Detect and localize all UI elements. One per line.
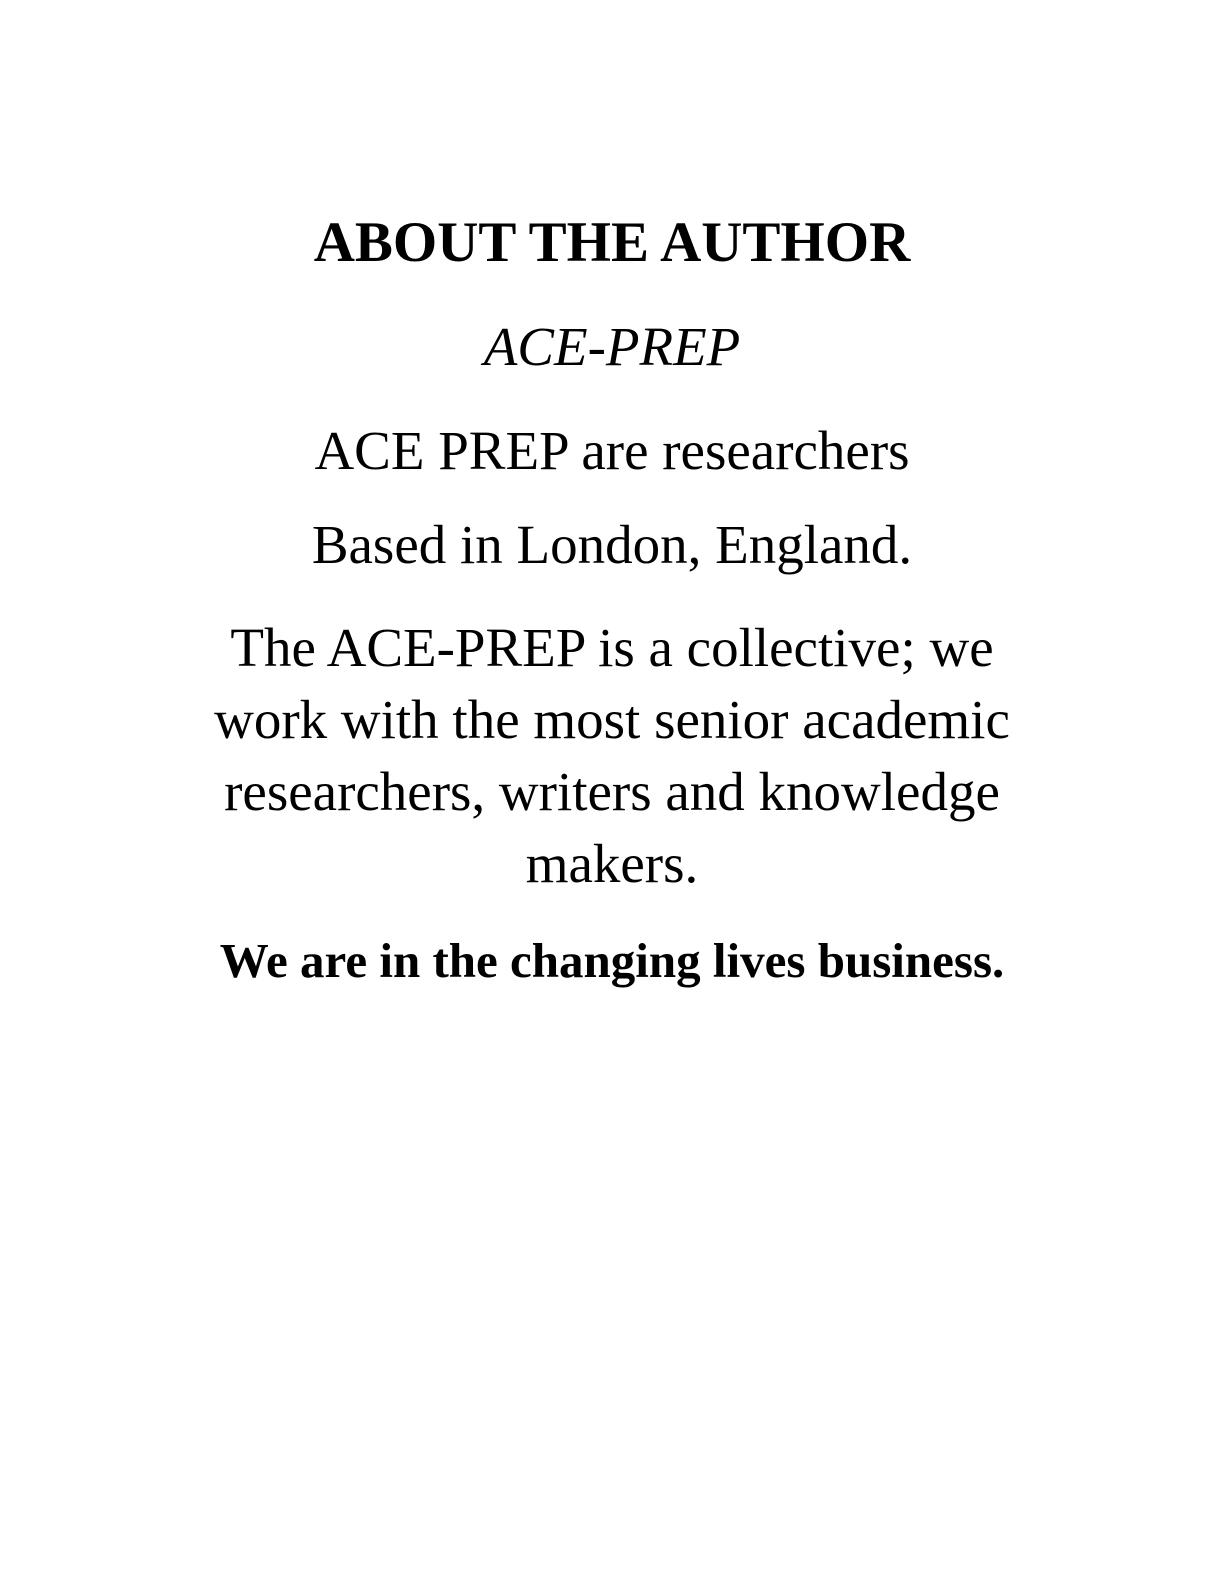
intro-line-2: Based in London, England. bbox=[311, 514, 913, 575]
intro-line-1: ACE PREP are researchers bbox=[314, 420, 910, 481]
tagline: We are in the changing lives business. bbox=[219, 933, 1005, 988]
paragraph-line: The ACE-PREP is a collective; we bbox=[230, 617, 994, 678]
description-paragraph bbox=[0, 612, 1224, 900]
page-heading: ABOUT THE AUTHOR bbox=[313, 211, 911, 274]
author-name: ACE-PREP bbox=[483, 316, 741, 377]
paragraph-line: researchers, writers and knowledge bbox=[224, 761, 1000, 822]
paragraph-line: work with the most senior academic bbox=[214, 689, 1010, 750]
paragraph-line: makers. bbox=[525, 833, 699, 894]
